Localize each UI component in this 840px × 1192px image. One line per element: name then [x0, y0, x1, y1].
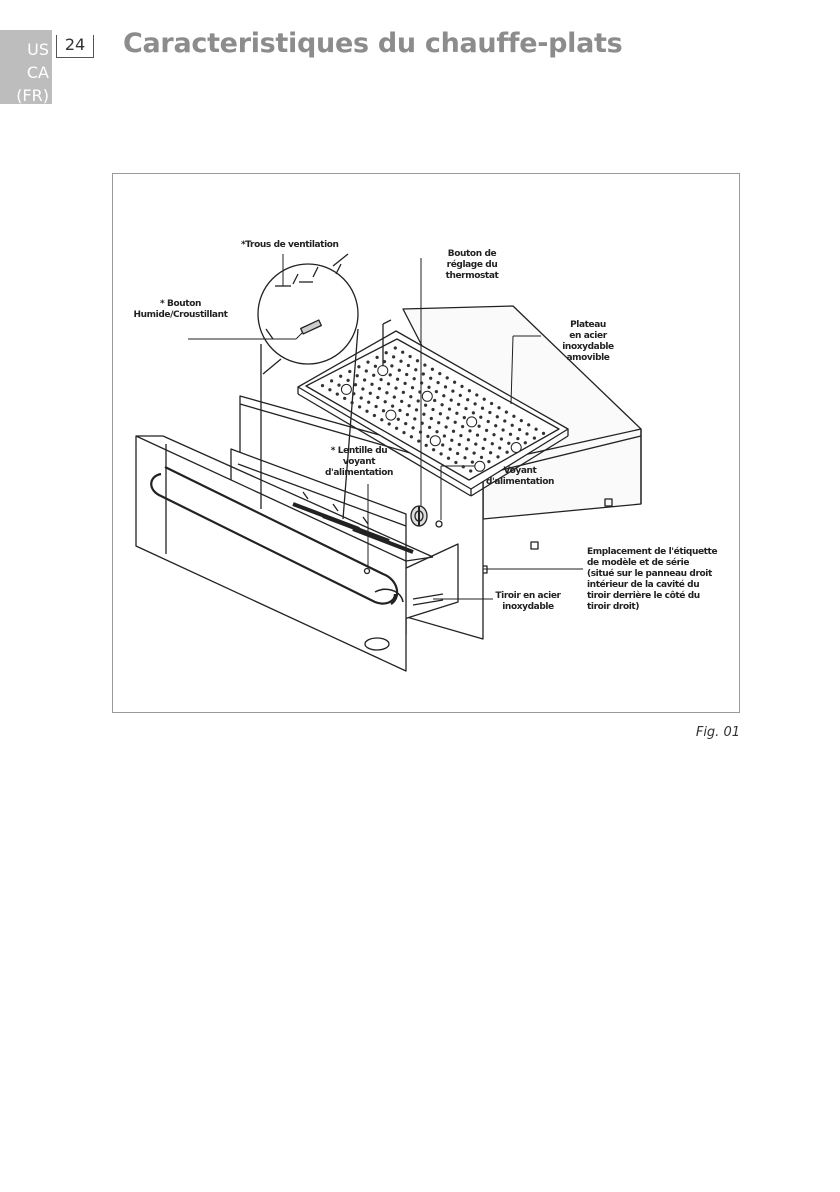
region-code: US CA: [26, 40, 49, 82]
tray-hole: [476, 434, 479, 437]
tray-hole: [498, 406, 501, 409]
tray-hole: [412, 426, 415, 429]
tray-hole: [465, 447, 468, 450]
tray-hole: [393, 396, 396, 399]
tray-hole: [424, 404, 427, 407]
tray-hole: [409, 355, 412, 358]
tray-hole: [429, 377, 432, 380]
tray-hole: [527, 423, 530, 426]
tray-hole: [488, 411, 491, 414]
page-number: 24: [56, 35, 94, 58]
tray-hole: [524, 441, 527, 444]
tray-hole: [428, 426, 431, 429]
tray-hole: [407, 364, 410, 367]
tray-hole: [533, 437, 536, 440]
tray-hole: [358, 405, 361, 408]
tray-hole: [535, 428, 538, 431]
tray-hole: [374, 365, 377, 368]
tray-hole: [348, 370, 351, 373]
label-tray: Plateau en acier inoxydable amovible: [562, 320, 614, 363]
tray-hole: [417, 400, 420, 403]
tray-hole: [388, 423, 391, 426]
tray-hole: [339, 375, 342, 378]
tray-hole: [366, 410, 369, 413]
tray-hole: [487, 420, 490, 423]
tray-hole: [494, 424, 497, 427]
tray-hole: [372, 374, 375, 377]
tray-hole: [471, 461, 474, 464]
tray-hole: [418, 391, 421, 394]
tray-hole: [376, 356, 379, 359]
tray-hole: [496, 415, 499, 418]
tray-hole: [446, 376, 449, 379]
label-vent-holes: *Trous de ventilation: [241, 240, 339, 250]
tray-hole: [485, 429, 488, 432]
tray-hole: [462, 465, 465, 468]
label-drawer: Tiroir en acier inoxydable: [495, 591, 561, 612]
tray-large-hole: [467, 417, 477, 427]
tray-hole: [383, 360, 386, 363]
tray-hole: [430, 417, 433, 420]
tray-hole: [498, 447, 501, 450]
label-serial-plate-location: Emplacement de l'étiquette de modèle et de série (situé sur le panneau droit intérieur de la cavité du tiroir derrière le côté du tiroir droit): [587, 547, 718, 612]
label-moist-crisp-button: * Bouton Humide/Croustillant: [133, 299, 228, 320]
tray-hole: [336, 393, 339, 396]
tray-hole: [463, 416, 466, 419]
tray-hole: [443, 435, 446, 438]
tray-hole: [419, 431, 422, 434]
tray-hole: [473, 452, 476, 455]
tray-hole: [461, 425, 464, 428]
tray-hole: [356, 374, 359, 377]
tray-hole: [454, 421, 457, 424]
tray-hole: [502, 429, 505, 432]
tray-hole: [518, 428, 521, 431]
tray-hole: [398, 369, 401, 372]
tray-hole: [395, 427, 398, 430]
label-thermostat-knob: Bouton de réglage du thermostat: [445, 249, 499, 281]
tray-hole: [391, 405, 394, 408]
tray-hole: [382, 409, 385, 412]
tray-hole: [401, 351, 404, 354]
tray-hole: [423, 364, 426, 367]
tray-hole: [392, 355, 395, 358]
tray-hole: [404, 422, 407, 425]
tray-hole: [512, 415, 515, 418]
tray-hole: [449, 448, 452, 451]
tray-hole: [467, 438, 470, 441]
tray-hole: [343, 397, 346, 400]
tray-hole: [475, 394, 478, 397]
tray-hole: [376, 396, 379, 399]
tray-large-hole: [430, 436, 440, 446]
tray-hole: [469, 470, 472, 473]
tray-hole: [500, 438, 503, 441]
tray-hole: [380, 418, 383, 421]
tray-hole: [450, 439, 453, 442]
tray-large-hole: [422, 391, 432, 401]
tray-hole: [367, 401, 370, 404]
tray-hole: [365, 370, 368, 373]
language-code: (FR): [16, 86, 49, 105]
tray-hole: [450, 399, 453, 402]
tray-hole: [490, 402, 493, 405]
tray-hole: [432, 448, 435, 451]
tray-hole: [526, 432, 529, 435]
tray-hole: [464, 456, 467, 459]
tray-hole: [416, 359, 419, 362]
tray-hole: [469, 429, 472, 432]
tray-hole: [505, 411, 508, 414]
tray-hole: [338, 384, 341, 387]
tray-hole: [426, 435, 429, 438]
tray-hole: [542, 432, 545, 435]
tray-hole: [503, 420, 506, 423]
tray-hole: [458, 443, 461, 446]
tray-hole: [445, 426, 448, 429]
tray-hole: [387, 382, 390, 385]
tray-hole: [487, 460, 490, 463]
tray-hole: [399, 409, 402, 412]
tray-hole: [459, 394, 462, 397]
tray-hole: [380, 378, 383, 381]
tray-hole: [489, 451, 492, 454]
tray-hole: [461, 385, 464, 388]
tray-hole: [352, 392, 355, 395]
tray-hole: [413, 377, 416, 380]
tray-hole: [472, 411, 475, 414]
tray-hole: [413, 417, 416, 420]
tray-hole: [321, 384, 324, 387]
tray-hole: [465, 407, 468, 410]
tray-hole: [415, 408, 418, 411]
tray-hole: [452, 430, 455, 433]
tray-hole: [330, 379, 333, 382]
tray-hole: [482, 447, 485, 450]
tray-hole: [432, 408, 435, 411]
tray-hole: [456, 452, 459, 455]
tray-hole: [357, 365, 360, 368]
tray-hole: [468, 389, 471, 392]
tray-hole: [451, 390, 454, 393]
tray-hole: [436, 430, 439, 433]
tray-hole: [437, 421, 440, 424]
tray-hole: [442, 394, 445, 397]
tray-hole: [483, 438, 486, 441]
tray-hole: [371, 383, 374, 386]
tray-hole: [395, 387, 398, 390]
tray-hole: [363, 379, 366, 382]
tray-hole: [403, 431, 406, 434]
tray-hole: [520, 419, 523, 422]
label-power-light: Voyant d'alimentation: [485, 466, 555, 487]
tray-hole: [369, 392, 372, 395]
tray-hole: [425, 444, 428, 447]
tray-hole: [414, 368, 417, 371]
tray-hole: [507, 442, 510, 445]
tray-hole: [480, 456, 483, 459]
tray-hole: [360, 397, 363, 400]
tray-large-hole: [341, 384, 351, 394]
tray-hole: [422, 413, 425, 416]
tray-hole: [373, 414, 376, 417]
tray-hole: [448, 408, 451, 411]
tray-hole: [410, 435, 413, 438]
tray-hole: [417, 440, 420, 443]
tray-hole: [439, 412, 442, 415]
tray-hole: [446, 417, 449, 420]
tray-hole: [408, 404, 411, 407]
tray-hole: [328, 388, 331, 391]
tray-hole: [394, 347, 397, 350]
tray-hole: [511, 424, 514, 427]
tray-hole: [409, 395, 412, 398]
tray-hole: [367, 361, 370, 364]
tray-hole: [459, 434, 462, 437]
tray-hole: [351, 401, 354, 404]
tray-hole: [466, 398, 469, 401]
tray-hole: [397, 418, 400, 421]
tray-hole: [441, 444, 444, 447]
tray-large-hole: [511, 443, 521, 453]
tray-hole: [385, 351, 388, 354]
tray-hole: [483, 398, 486, 401]
tray-hole: [347, 379, 350, 382]
tray-hole: [481, 407, 484, 410]
tray-hole: [497, 455, 500, 458]
appliance-diagram: [112, 173, 740, 713]
tray-hole: [453, 381, 456, 384]
tray-hole: [411, 386, 414, 389]
tray-hole: [509, 433, 512, 436]
tray-hole: [474, 402, 477, 405]
tray-hole: [433, 399, 436, 402]
tray-hole: [400, 360, 403, 363]
tray-hole: [402, 391, 405, 394]
tray-hole: [361, 388, 364, 391]
tray-hole: [440, 452, 443, 455]
tray-hole: [378, 387, 381, 390]
tray-hole: [454, 461, 457, 464]
tray-hole: [457, 403, 460, 406]
warming-drawer-illustration: [113, 174, 741, 714]
tray-hole: [422, 373, 425, 376]
tray-hole: [390, 364, 393, 367]
tray-hole: [354, 383, 357, 386]
tray-large-hole: [378, 366, 388, 376]
tray-hole: [400, 400, 403, 403]
tray-hole: [435, 390, 438, 393]
tray-hole: [491, 442, 494, 445]
tray-hole: [421, 422, 424, 425]
language-tab: [0, 30, 52, 104]
tray-hole: [447, 457, 450, 460]
tray-hole: [479, 416, 482, 419]
tray-hole: [404, 382, 407, 385]
tray-large-hole: [386, 410, 396, 420]
page-title: Caracteristiques du chauffe-plats: [123, 28, 623, 59]
tray-hole: [420, 382, 423, 385]
tray-hole: [437, 381, 440, 384]
tray-hole: [428, 386, 431, 389]
tray-hole: [396, 378, 399, 381]
tray-hole: [405, 373, 408, 376]
tray-hole: [441, 403, 444, 406]
tray-hole: [389, 373, 392, 376]
tray-hole: [516, 437, 519, 440]
tray-hole: [493, 433, 496, 436]
tray-hole: [455, 412, 458, 415]
tray-hole: [438, 372, 441, 375]
tray-hole: [506, 451, 509, 454]
tray-hole: [431, 368, 434, 371]
tray-hole: [478, 425, 481, 428]
tray-hole: [406, 413, 409, 416]
tray-hole: [444, 385, 447, 388]
label-lens: * Lentille du voyant d'alimentation: [324, 446, 394, 478]
tray-hole: [375, 405, 378, 408]
figure-caption: Fig. 01: [695, 725, 740, 740]
tray-hole: [474, 443, 477, 446]
thermostat-knob: [411, 506, 427, 526]
tray-hole: [385, 391, 388, 394]
tray-hole: [384, 400, 387, 403]
